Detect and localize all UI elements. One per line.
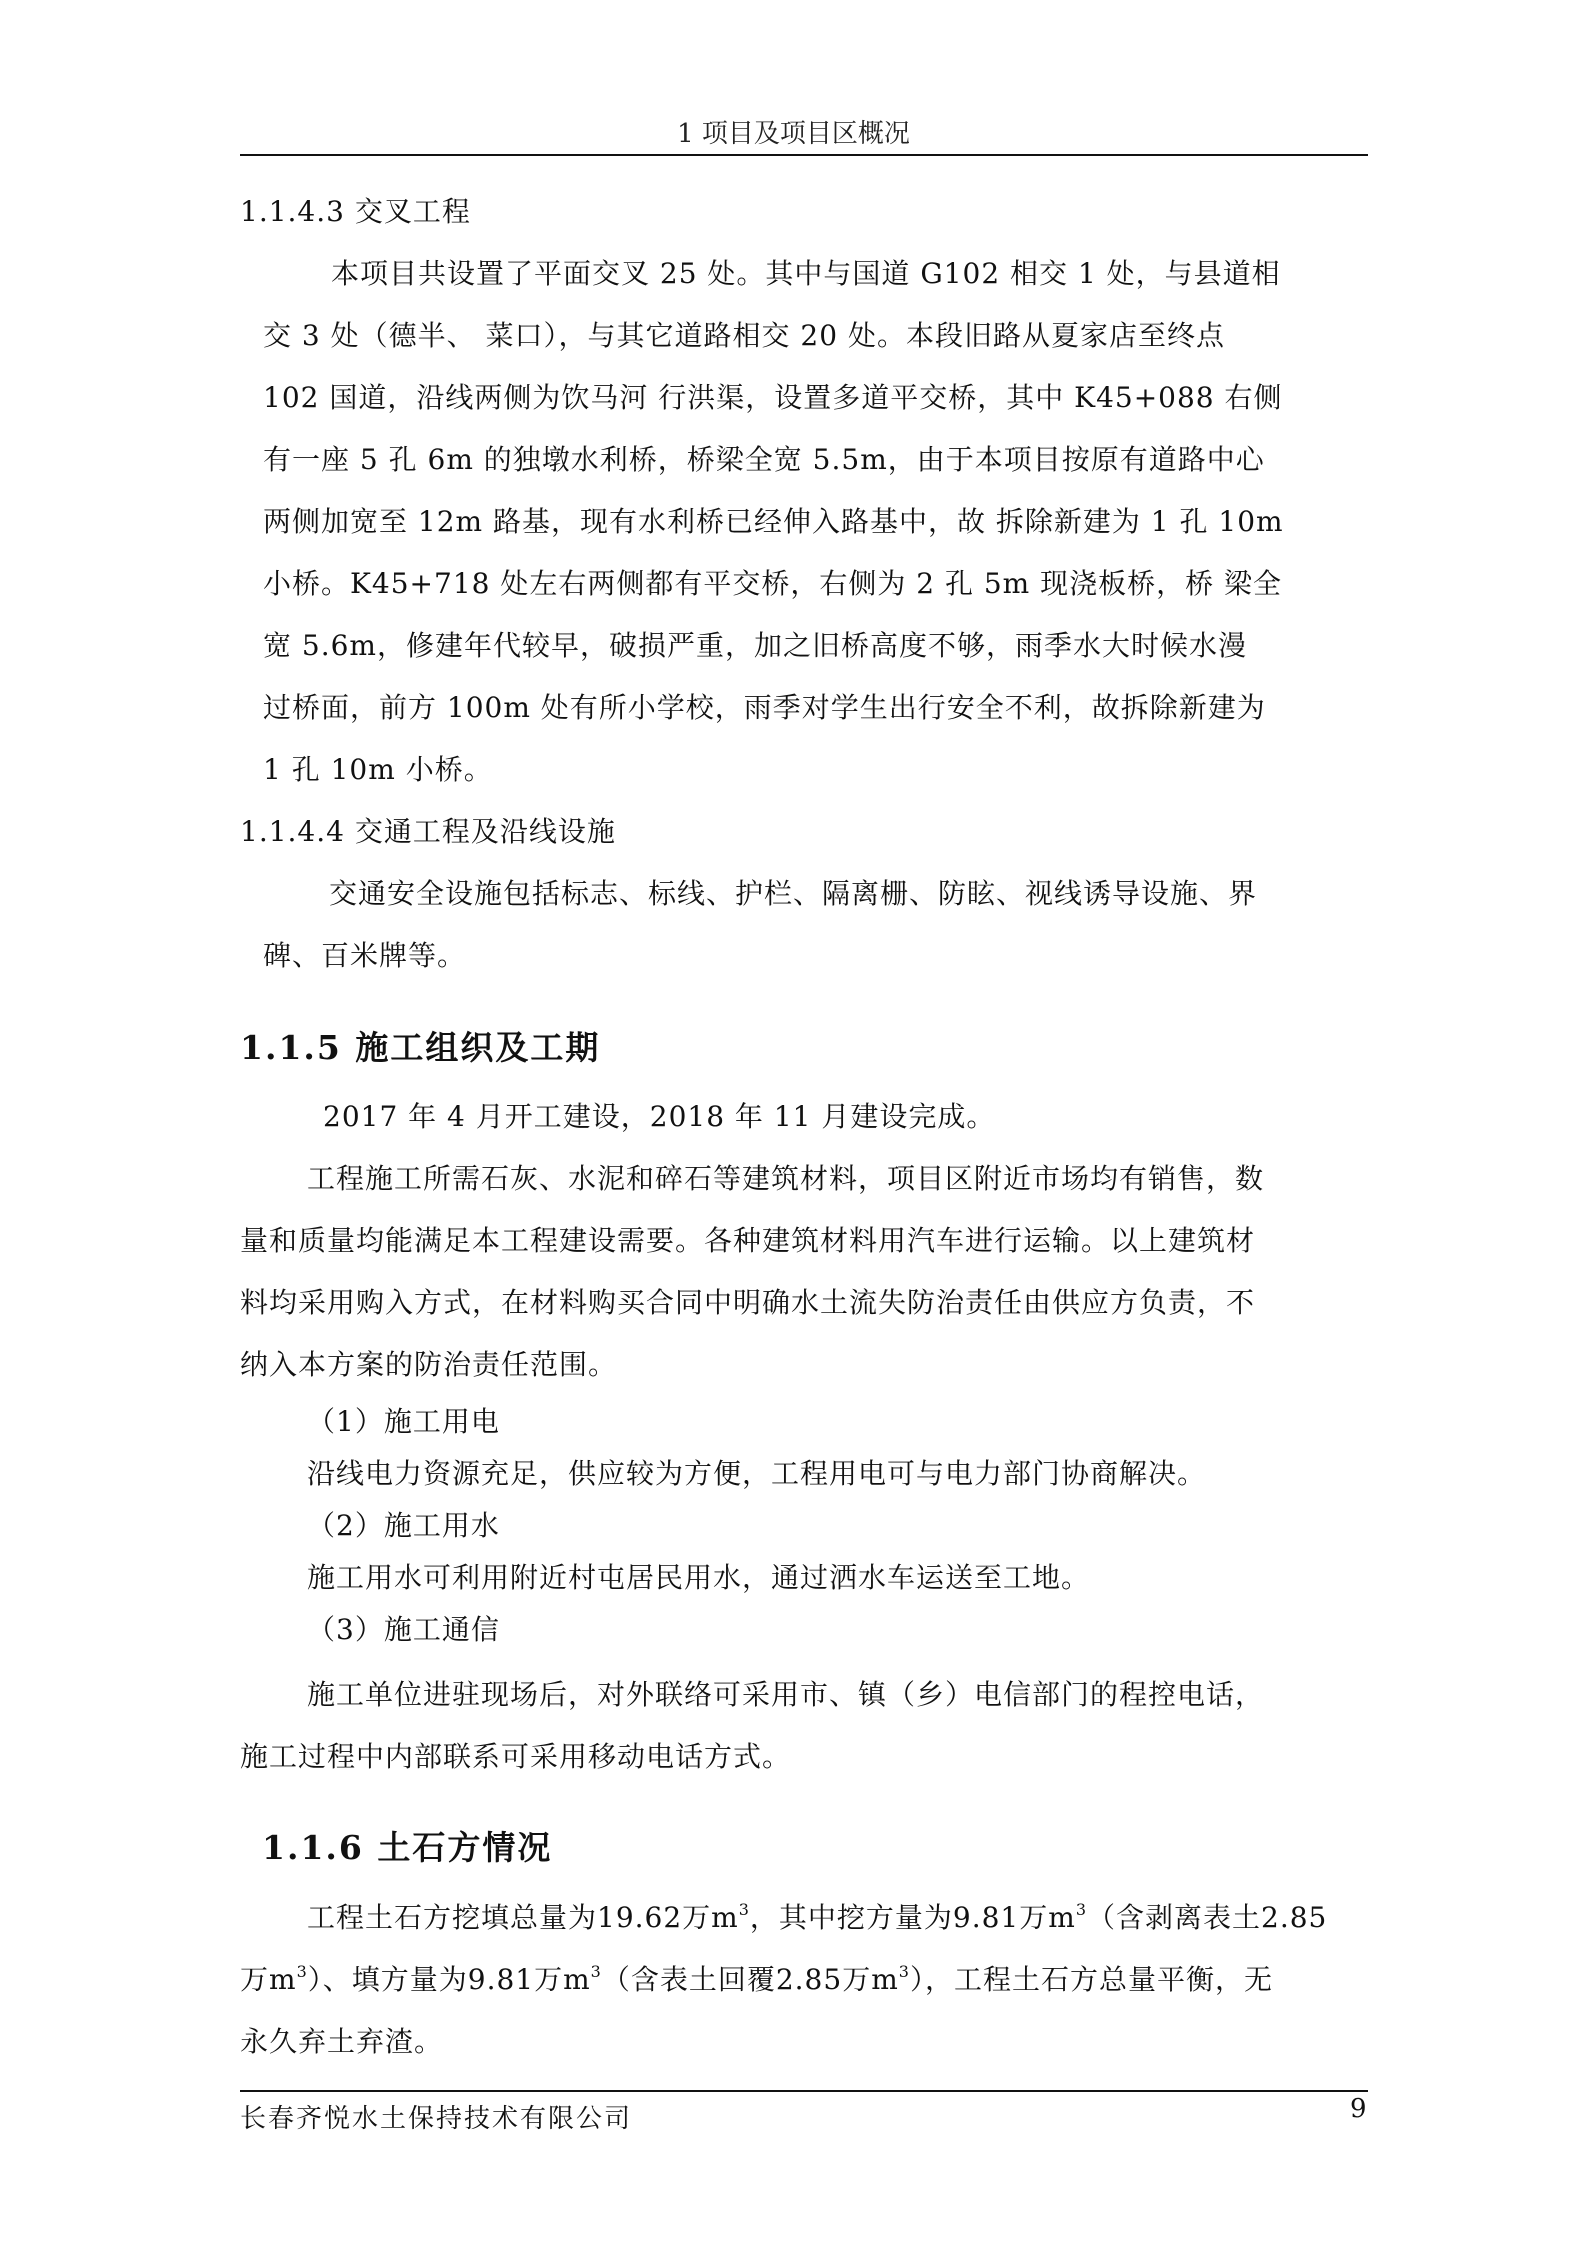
materials-line: 纳入本方案的防治责任范围。 <box>240 1348 618 1381</box>
superscript: 3 <box>1075 1899 1087 1919</box>
section-1143-line: 交 3 处（德半、 菜口），与其它道路相交 20 处。本段旧路从夏家店至终点 <box>263 319 1225 352</box>
superscript: 3 <box>590 1961 602 1981</box>
footer-rule <box>240 2090 1368 2092</box>
comm-line: 施工单位进驻现场后，对外联络可采用市、镇（乡）电信部门的程控电话， <box>307 1678 1265 1711</box>
earthwork-text: 万m <box>240 1963 297 1996</box>
section-1143-line: 1 孔 10m 小桥。 <box>263 753 493 786</box>
section-115-heading: 1.1.5 施工组织及工期 <box>240 1028 601 1067</box>
page-header-title: 1 项目及项目区概况 <box>677 119 910 149</box>
comm-title: （3）施工通信 <box>307 1613 500 1646</box>
earthwork-line-3: 永久弃土弃渣。 <box>240 2025 444 2058</box>
materials-line: 料均采用购入方式，在材料购买合同中明确水土流失防治责任由供应方负责，不 <box>240 1286 1256 1319</box>
earthwork-text: （含表土回覆2.85万m <box>601 1963 899 1996</box>
footer-company: 长春齐悦水土保持技术有限公司 <box>240 2104 633 2134</box>
earthwork-text: ，其中挖方量为9.81万m <box>749 1901 1076 1934</box>
section-1144-line: 交通安全设施包括标志、标线、护栏、隔离栅、防眩、视线诱导设施、界 <box>329 877 1258 910</box>
water-title: （2）施工用水 <box>307 1509 500 1542</box>
power-text: 沿线电力资源充足，供应较为方便，工程用电可与电力部门协商解决。 <box>307 1457 1207 1490</box>
comm-line: 施工过程中内部联系可采用移动电话方式。 <box>240 1740 792 1773</box>
earthwork-text: ），工程土石方总量平衡，无 <box>909 1963 1273 1996</box>
earthwork-text: 工程土石方挖填总量为19.62万m <box>307 1901 739 1934</box>
water-text: 施工用水可利用附近村屯居民用水，通过洒水车运送至工地。 <box>307 1561 1091 1594</box>
superscript: 3 <box>296 1961 308 1981</box>
earthwork-line-1 <box>307 1887 1327 1949</box>
earthwork-line-2 <box>240 1949 1273 2011</box>
section-1143-line: 宽 5.6m，修建年代较早，破损严重，加之旧桥高度不够，雨季水大时候水漫 <box>263 629 1247 662</box>
section-1143-heading: 1.1.4.3 交叉工程 <box>240 195 471 228</box>
section-1144-heading: 1.1.4.4 交通工程及沿线设施 <box>240 815 616 848</box>
materials-line: 量和质量均能满足本工程建设需要。各种建筑材料用汽车进行运输。以上建筑材 <box>240 1224 1256 1257</box>
earthwork-text: ）、填方量为9.81万m <box>307 1963 591 1996</box>
section-116-heading: 1.1.6 土石方情况 <box>262 1828 553 1867</box>
section-1143-line: 102 国道，沿线两侧为饮马河 行洪渠，设置多道平交桥，其中 K45+088 右侧 <box>263 381 1283 414</box>
header-rule <box>240 154 1368 156</box>
superscript: 3 <box>738 1899 750 1919</box>
section-1143-line: 本项目共设置了平面交叉 25 处。其中与国道 G102 相交 1 处，与县道相 <box>331 257 1281 290</box>
section-1144-line: 碑、百米牌等。 <box>263 939 467 972</box>
superscript: 3 <box>898 1961 910 1981</box>
page-number: 9 <box>1350 2094 1369 2124</box>
schedule-text: 2017 年 4 月开工建设，2018 年 11 月建设完成。 <box>323 1100 996 1133</box>
section-1143-line: 过桥面，前方 100m 处有所小学校，雨季对学生出行安全不利，故拆除新建为 <box>263 691 1266 724</box>
section-1143-line: 小桥。K45+718 处左右两侧都有平交桥，右侧为 2 孔 5m 现浇板桥，桥 梁全 <box>263 567 1283 600</box>
earthwork-text: （含剥离表土2.85 <box>1087 1901 1328 1934</box>
power-title: （1）施工用电 <box>307 1405 500 1438</box>
section-1143-line: 有一座 5 孔 6m 的独墩水利桥，桥梁全宽 5.5m，由于本项目按原有道路中心 <box>263 443 1265 476</box>
materials-line: 工程施工所需石灰、水泥和碎石等建筑材料，项目区附近市场均有销售，数 <box>307 1162 1265 1195</box>
section-1143-line: 两侧加宽至 12m 路基，现有水利桥已经伸入路基中，故 拆除新建为 1 孔 10m <box>263 505 1284 538</box>
